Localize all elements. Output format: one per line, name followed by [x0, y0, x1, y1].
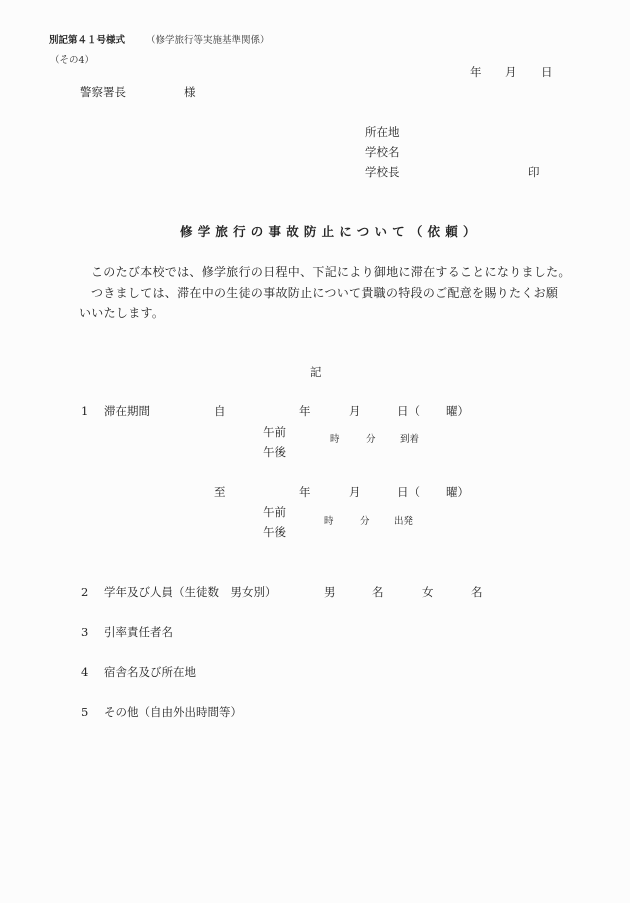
sender-principal-label: 学校長 — [365, 165, 400, 179]
sender-school-name-label: 学校名 — [365, 145, 400, 159]
addressee-name: 警察署長 — [80, 85, 126, 99]
to-day-label: 日（ — [397, 485, 420, 499]
from-hour-label: 時 — [330, 434, 340, 445]
from-day-label: 日（ — [397, 404, 420, 418]
item-1-label: 滞在期間 — [104, 404, 150, 418]
form-reference: （修学旅行等実施基準関係） — [146, 35, 270, 46]
sender-address-label: 所在地 — [365, 125, 400, 139]
item-5-label: その他（自由外出時間等） — [104, 705, 242, 719]
item-5-number: 5 — [81, 705, 89, 719]
male-label: 男 — [324, 585, 336, 599]
addressee-honorific: 様 — [184, 85, 196, 99]
item-3-number: 3 — [81, 625, 89, 639]
from-month-label: 月 — [349, 404, 361, 418]
date-day-label: 日 — [541, 65, 553, 79]
ki-heading: 記 — [310, 365, 322, 379]
item-2-number: 2 — [81, 585, 89, 599]
body-line-3: いいたします。 — [79, 306, 165, 320]
body-line-2: つきましては、滞在中の生徒の事故防止について貴職の特段のご配意を賜りたくお願 — [91, 286, 559, 300]
to-marker: 至 — [214, 485, 226, 499]
from-minute-label: 分 — [366, 434, 376, 445]
item-4-number: 4 — [81, 665, 89, 679]
from-weekday-label: 曜） — [446, 404, 469, 418]
from-pm-label: 午後 — [263, 445, 286, 459]
to-am-label: 午前 — [263, 505, 286, 519]
from-am-label: 午前 — [263, 425, 286, 439]
female-label: 女 — [422, 585, 434, 599]
male-unit-label: 名 — [372, 585, 384, 599]
form-variant: （その4） — [50, 55, 95, 66]
form-number: 別記第４１号様式 — [49, 35, 126, 46]
from-action-label: 到着 — [400, 434, 420, 445]
item-1-number: 1 — [81, 404, 89, 418]
to-month-label: 月 — [349, 485, 361, 499]
from-marker: 自 — [214, 404, 226, 418]
to-hour-label: 時 — [324, 516, 334, 527]
date-month-label: 月 — [505, 65, 517, 79]
item-2-label: 学年及び人員（生徒数 男女別） — [104, 585, 277, 599]
to-minute-label: 分 — [360, 516, 370, 527]
body-line-1: このたび本校では、修学旅行の日程中、下記により御地に滞在することになりました。 — [91, 265, 571, 279]
seal-mark: 印 — [528, 165, 540, 179]
to-weekday-label: 曜） — [446, 485, 469, 499]
from-year-label: 年 — [299, 404, 311, 418]
to-action-label: 出発 — [394, 516, 414, 527]
to-pm-label: 午後 — [263, 525, 286, 539]
date-year-label: 年 — [470, 65, 482, 79]
item-4-label: 宿舎名及び所在地 — [104, 665, 196, 679]
item-3-label: 引率責任者名 — [104, 625, 173, 639]
to-year-label: 年 — [299, 485, 311, 499]
female-unit-label: 名 — [471, 585, 483, 599]
document-title: 修学旅行の事故防止について（依頼） — [180, 224, 481, 239]
